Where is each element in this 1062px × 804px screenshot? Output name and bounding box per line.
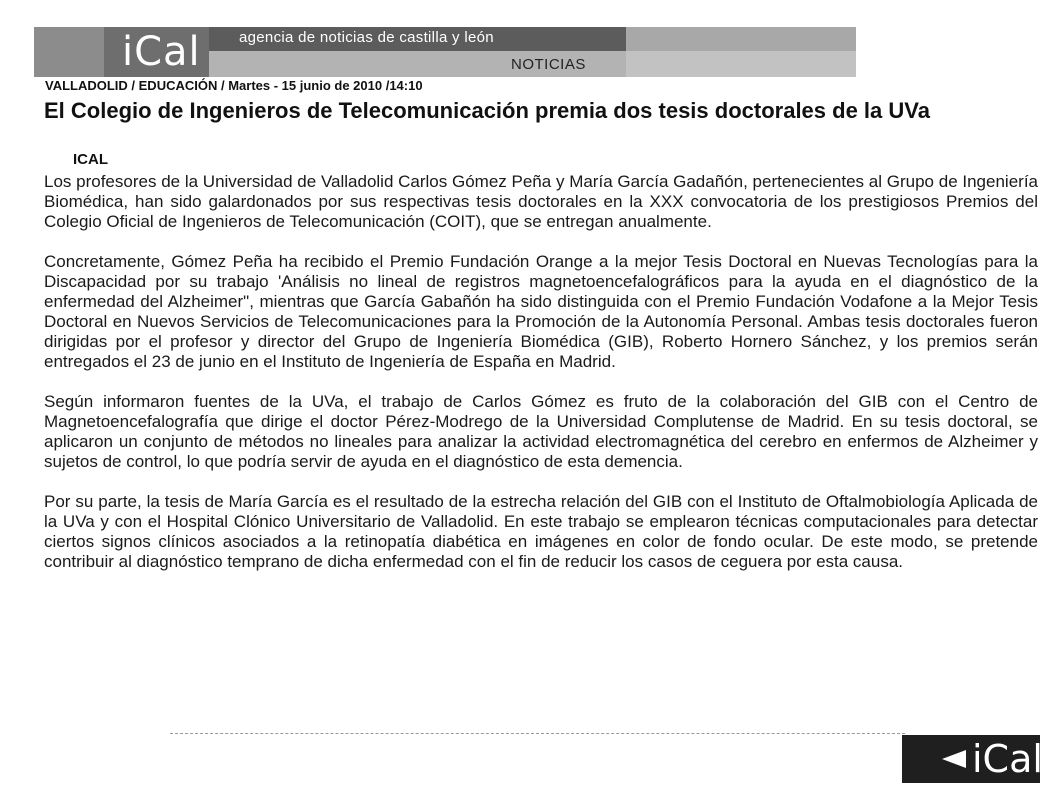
footer-logo-block <box>902 735 1043 783</box>
banner-left-block <box>34 27 104 77</box>
banner-extension-top <box>626 27 856 51</box>
article-paragraph: Por su parte, la tesis de María García es el resultado de la estrecha relación del GIB con el Instituto de Oftalmobiología Aplicada de la UVa y con el Hospital Clónico Universitario de Valladolid. En este trabajo se emplearon técnicas computacionales para detectar ciertos signos clínicos asociados a la retinopatía diabética en imágenes en color de fondo ocular. De este modo, se pretende contribuir al diagnóstico temprano de dicha enfermedad con el fin de reducir los casos de ceguera por esta causa. <box>44 492 1038 571</box>
agency-banner <box>34 27 626 77</box>
arrow-left-icon <box>942 750 966 768</box>
footer-divider <box>170 733 905 734</box>
article-paragraph: Según informaron fuentes de la UVa, el trabajo de Carlos Gómez es fruto de la colaboración del GIB con el Centro de Magnetoencefalografía que dirige el doctor Pérez-Modrego de la Universidad Complutense de Madrid. En su tesis doctoral, se aplicaron un conjunto de métodos no lineales para analizar la actividad electromagnética del cerebro en enfermos de Alzheimer y sujetos de control, lo que podría servir de ayuda en el diagnóstico de esta demencia. <box>44 392 1038 471</box>
article-headline: El Colegio de Ingenieros de Telecomunicación premia dos tesis doctorales de la UVa <box>44 98 930 123</box>
article-body <box>44 172 1038 592</box>
article-paragraph: Concretamente, Gómez Peña ha recibido el Premio Fundación Orange a la mejor Tesis Doctoral en Nuevas Tecnologías para la Discapacidad por su trabajo 'Análisis no lineal de registros magnetoencefalográficos para la ayuda en el diagnóstico de la enfermedad del Alzheimer", mientras que García Gabañón ha sido distinguida con el Premio Fundación Vodafone a la Mejor Tesis Doctoral en Nuevos Servicios de Telecomunicaciones para la Promoción de la Autonomía Personal. Ambas tesis doctorales fueron dirigidas por el profesor y director del Grupo de Ingeniería Biomédica (GIB), Roberto Hornero Sánchez, y los premios serán entregados el 23 de junio en el Instituto de Ingeniería de España en Madrid. <box>44 252 1038 371</box>
agency-tagline: agencia de noticias de castilla y león <box>239 29 494 46</box>
dateline: VALLADOLID / EDUCACIÓN / Martes - 15 junio de 2010 /14:10 <box>45 78 423 93</box>
article-author: ICAL <box>73 151 108 168</box>
article-paragraph: Los profesores de la Universidad de Valladolid Carlos Gómez Peña y María García Gadañón, pertenecientes al Grupo de Ingeniería Biomédica, han sido galardonados por sus respectivas tesis doctorales en la XXX convocatoria de los prestigiosos Premios del Colegio Oficial de Ingenieros de Telecomunicación (COIT), que se entregan anualmente. <box>44 172 1038 231</box>
footer-ical-logo: iCal <box>972 737 1043 781</box>
ical-logo: iCal <box>122 29 201 75</box>
section-label: NOTICIAS <box>511 56 586 73</box>
